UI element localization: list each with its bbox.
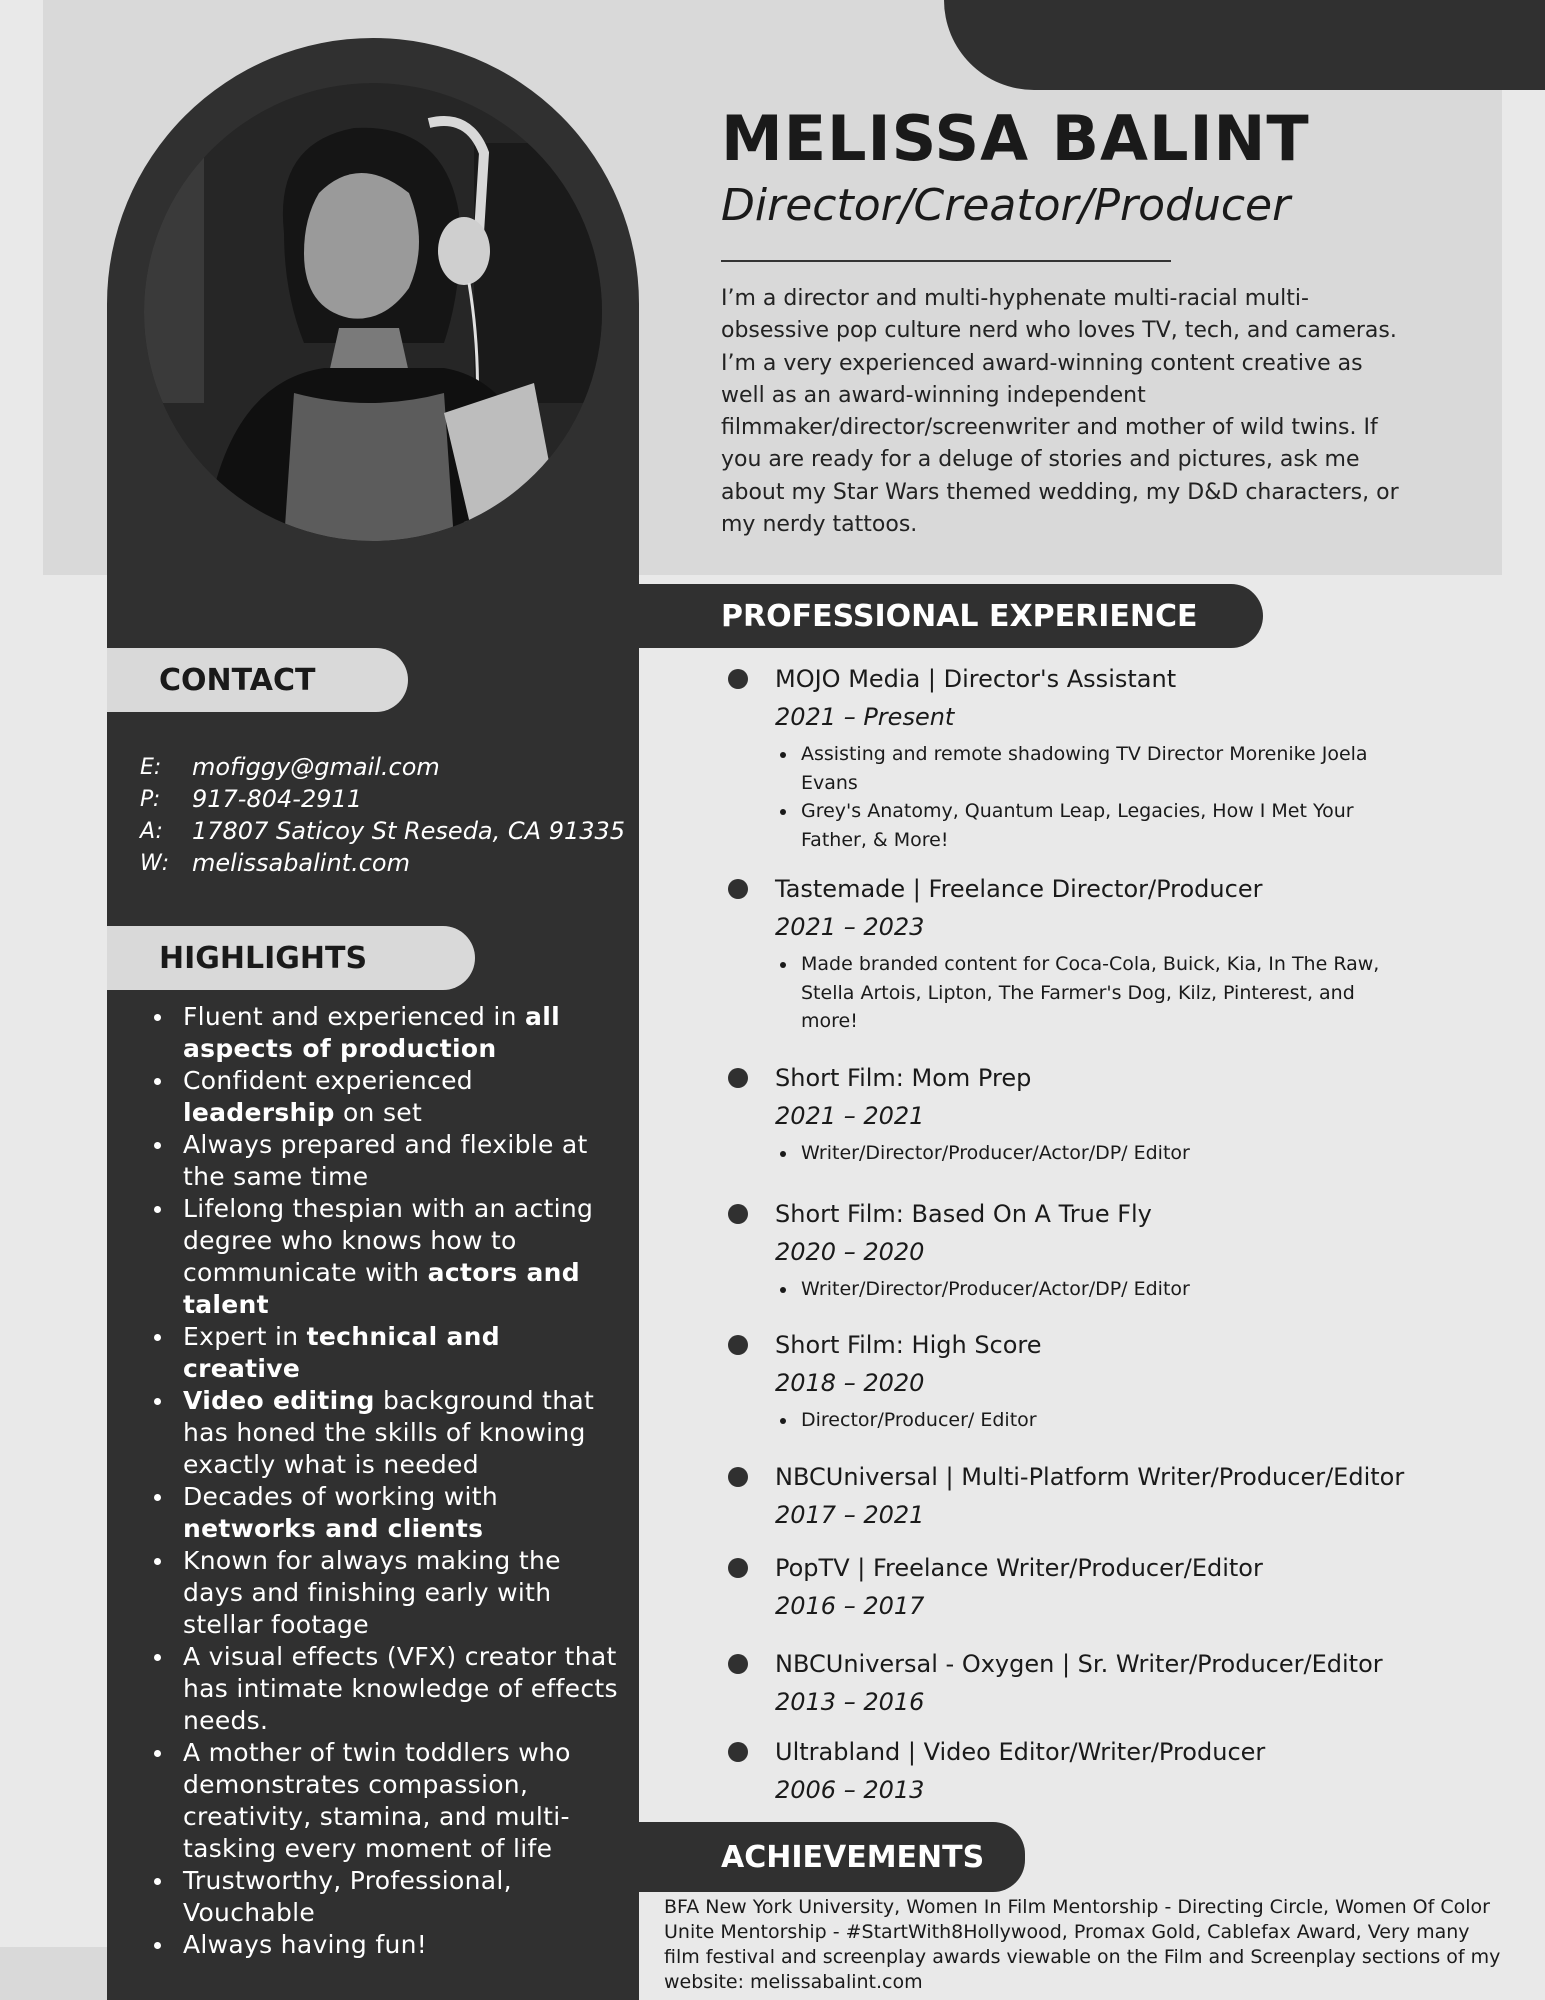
profile-photo bbox=[144, 83, 602, 541]
highlight-emphasis: Video editing bbox=[183, 1386, 375, 1415]
highlight-text: background that has honed the skills of knowing exactly what is needed bbox=[183, 1386, 595, 1479]
job-title: Short Film: High Score bbox=[775, 1331, 1042, 1359]
bullet-icon bbox=[728, 1335, 748, 1355]
job-bullet bbox=[775, 1275, 1415, 1304]
job-title: Ultrabland | Video Editor/Writer/Producer bbox=[775, 1738, 1266, 1766]
job-bullet bbox=[775, 797, 1415, 854]
job-title: MOJO Media | Director's Assistant bbox=[775, 665, 1177, 693]
bullet-icon bbox=[154, 1494, 161, 1501]
highlight-text: Expert in bbox=[183, 1322, 307, 1351]
highlight-item bbox=[150, 1385, 620, 1481]
bullet-icon bbox=[154, 1078, 161, 1085]
bullet-icon bbox=[728, 1742, 748, 1762]
bullet-icon bbox=[728, 879, 748, 899]
job-bullet bbox=[775, 740, 1415, 797]
highlight-text: on set bbox=[334, 1098, 423, 1127]
contact-email bbox=[140, 751, 630, 783]
job-bullet-text: Grey's Anatomy, Quantum Leap, Legacies, How I Met Your Father, & More! bbox=[801, 800, 1354, 851]
highlight-item bbox=[150, 1929, 620, 1961]
job-bullets bbox=[775, 1139, 1415, 1168]
bullet-icon bbox=[154, 1878, 161, 1885]
highlight-text: Known for always making the days and finishing early with stellar footage bbox=[183, 1546, 561, 1639]
highlight-text: Lifelong thespian with an acting degree who knows how to communicate with bbox=[183, 1194, 594, 1287]
highlight-text: Trustworthy, Professional, Vouchable bbox=[183, 1866, 512, 1927]
highlight-text: Fluent and experienced in bbox=[183, 1002, 526, 1031]
job-bullet bbox=[775, 1139, 1415, 1168]
job-dates: 2013 – 2016 bbox=[775, 1688, 925, 1716]
highlight-item bbox=[150, 1641, 620, 1737]
achievements-text: BFA New York University, Women In Film Mentorship - Directing Circle, Women Of Color Unite Mentorship - #StartWith8Hollywood, Promax Gold, Cablefax Award, Very many film festival and screenplay awards viewable on the Film and Screenplay sections of my website: melissabalint.com bbox=[664, 1896, 1501, 1993]
job-bullets bbox=[775, 950, 1415, 1036]
bullet-icon bbox=[780, 1287, 786, 1293]
job-bullets bbox=[775, 740, 1415, 854]
contact-list bbox=[140, 751, 630, 879]
bullet-icon bbox=[728, 669, 748, 689]
phone-value[interactable]: 917-804-2911 bbox=[192, 785, 363, 813]
bullet-icon bbox=[728, 1654, 748, 1674]
achievements-heading: ACHIEVEMENTS bbox=[639, 1822, 1025, 1892]
job-bullet-text: Writer/Director/Producer/Actor/DP/ Editor bbox=[801, 1142, 1190, 1164]
bullet-icon bbox=[154, 1014, 161, 1021]
bullet-icon bbox=[154, 1558, 161, 1565]
email-value[interactable]: mofiggy@gmail.com bbox=[192, 753, 440, 781]
highlight-item bbox=[150, 1193, 620, 1321]
header-divider bbox=[721, 260, 1171, 262]
highlight-emphasis: all aspects of production bbox=[183, 1002, 560, 1063]
job-dates: 2017 – 2021 bbox=[775, 1501, 925, 1529]
job-dates: 2006 – 2013 bbox=[775, 1776, 925, 1804]
highlight-item bbox=[150, 1737, 620, 1865]
bullet-icon bbox=[780, 752, 786, 758]
contact-label: A: bbox=[140, 818, 163, 844]
job-title: NBCUniversal - Oxygen | Sr. Writer/Producer/Editor bbox=[775, 1650, 1383, 1678]
bullet-icon bbox=[728, 1558, 748, 1578]
professional-experience-heading: PROFESSIONAL EXPERIENCE bbox=[639, 584, 1263, 648]
job-bullet-text: Director/Producer/ Editor bbox=[801, 1409, 1037, 1431]
corner-accent-bottom bbox=[0, 1947, 107, 2000]
contact-address bbox=[140, 815, 630, 847]
bullet-icon bbox=[780, 962, 786, 968]
highlight-item bbox=[150, 1065, 620, 1129]
bullet-icon bbox=[154, 1654, 161, 1661]
job-bullet bbox=[775, 1406, 1415, 1435]
contact-website bbox=[140, 847, 630, 879]
highlight-text: A mother of twin toddlers who demonstrates compassion, creativity, stamina, and multi-tasking every moment of life bbox=[183, 1738, 571, 1863]
job-bullet-text: Assisting and remote shadowing TV Director Morenike Joela Evans bbox=[801, 743, 1368, 794]
job-dates: 2020 – 2020 bbox=[775, 1238, 925, 1266]
highlight-text: Confident experienced bbox=[183, 1066, 473, 1095]
job-bullet-text: Made branded content for Coca-Cola, Buick, Kia, In The Raw, Stella Artois, Lipton, The Farmer's Dog, Kilz, Pinterest, and more! bbox=[801, 953, 1380, 1032]
contact-label: W: bbox=[140, 850, 170, 876]
bullet-icon bbox=[728, 1467, 748, 1487]
job-title: Short Film: Based On A True Fly bbox=[775, 1200, 1152, 1228]
highlight-text: A visual effects (VFX) creator that has intimate knowledge of effects needs. bbox=[183, 1642, 618, 1735]
contact-heading: CONTACT bbox=[107, 648, 408, 712]
corner-accent-top bbox=[944, 0, 1545, 90]
highlight-item bbox=[150, 1001, 620, 1065]
job-title: PopTV | Freelance Writer/Producer/Editor bbox=[775, 1554, 1263, 1582]
person-name: MELISSA BALINT bbox=[721, 102, 1310, 175]
highlight-item bbox=[150, 1545, 620, 1641]
bullet-icon bbox=[154, 1942, 161, 1949]
highlights-list bbox=[150, 1001, 620, 1961]
highlight-item bbox=[150, 1481, 620, 1545]
job-dates: 2021 – Present bbox=[775, 703, 955, 731]
highlight-text: Always prepared and flexible at the same time bbox=[183, 1130, 588, 1191]
person-role: Director/Creator/Producer bbox=[721, 180, 1291, 231]
bullet-icon bbox=[728, 1204, 748, 1224]
job-title: Tastemade | Freelance Director/Producer bbox=[775, 875, 1263, 903]
job-bullet-text: Writer/Director/Producer/Actor/DP/ Editor bbox=[801, 1278, 1190, 1300]
contact-phone bbox=[140, 783, 630, 815]
job-bullets bbox=[775, 1406, 1415, 1435]
job-dates: 2021 – 2023 bbox=[775, 913, 925, 941]
highlight-emphasis: leadership bbox=[183, 1098, 335, 1127]
bullet-icon bbox=[780, 809, 786, 815]
job-bullets bbox=[775, 1275, 1415, 1304]
highlight-emphasis: networks and clients bbox=[183, 1514, 484, 1543]
bullet-icon bbox=[154, 1398, 161, 1405]
bullet-icon bbox=[154, 1334, 161, 1341]
job-title: Short Film: Mom Prep bbox=[775, 1064, 1032, 1092]
highlight-emphasis: technical and creative bbox=[183, 1322, 500, 1383]
contact-label: P: bbox=[140, 786, 161, 812]
highlight-item bbox=[150, 1865, 620, 1929]
bullet-icon bbox=[154, 1142, 161, 1149]
website-value[interactable]: melissabalint.com bbox=[192, 849, 410, 877]
job-title: NBCUniversal | Multi-Platform Writer/Producer/Editor bbox=[775, 1463, 1405, 1491]
address-value: 17807 Saticoy St Reseda, CA 91335 bbox=[192, 817, 626, 845]
job-dates: 2016 – 2017 bbox=[775, 1592, 925, 1620]
highlight-item bbox=[150, 1321, 620, 1385]
bullet-icon bbox=[728, 1068, 748, 1088]
bullet-icon bbox=[154, 1206, 161, 1213]
contact-label: E: bbox=[140, 754, 162, 780]
highlight-text: Always having fun! bbox=[183, 1930, 428, 1959]
bio-paragraph: I’m a director and multi-hyphenate multi-racial multi-obsessive pop culture nerd who loves TV, tech, and cameras. I’m a very experienced award-winning content creative as well as an award-winning independent filmmaker/director/screenwriter and mother of wild twins. If you are ready for a deluge of stories and pictures, ask me about my Star Wars themed wedding, my D&D characters, or my nerdy tattoos. bbox=[721, 286, 1399, 538]
highlights-heading: HIGHLIGHTS bbox=[107, 926, 475, 990]
bullet-icon bbox=[780, 1418, 786, 1424]
highlight-item bbox=[150, 1129, 620, 1193]
highlight-emphasis: actors and talent bbox=[183, 1258, 580, 1319]
job-dates: 2018 – 2020 bbox=[775, 1369, 925, 1397]
job-dates: 2021 – 2021 bbox=[775, 1102, 925, 1130]
highlight-text: Decades of working with bbox=[183, 1482, 499, 1511]
bullet-icon bbox=[154, 1750, 161, 1757]
bullet-icon bbox=[780, 1151, 786, 1157]
job-bullet bbox=[775, 950, 1415, 1036]
